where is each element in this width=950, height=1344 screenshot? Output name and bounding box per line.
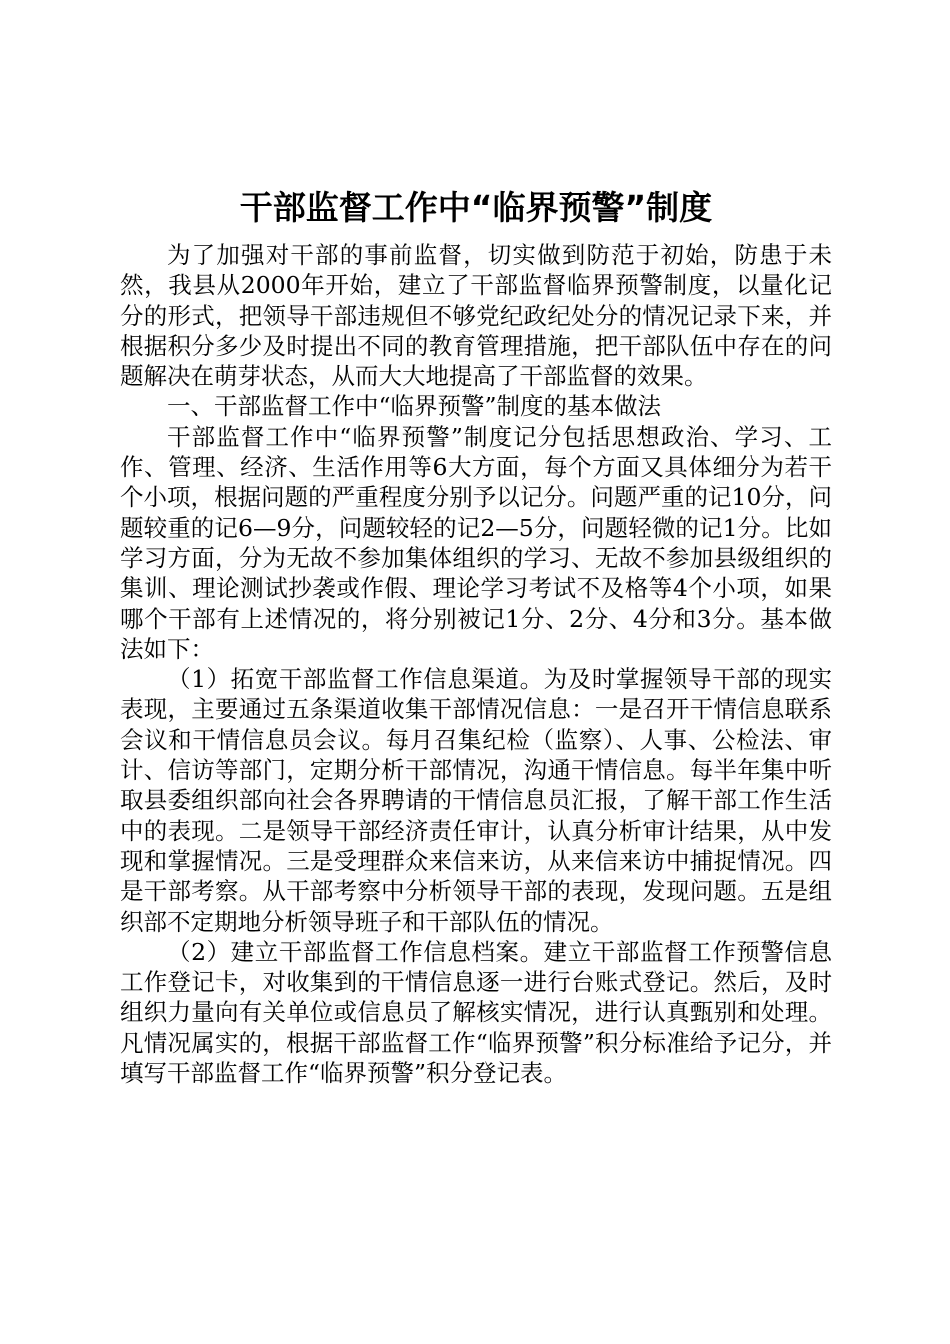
document-title: 干部监督工作中“临界预警”制度 bbox=[239, 188, 713, 227]
section-heading-1: 一、干部监督工作中“临界预警”制度的基本做法 bbox=[167, 392, 662, 421]
intro-paragraph: 为了加强对干部的事前监督，切实做到防范于初始，防患于未然，我县从2000年开始，建立了干部监督临界预警制度，以量化记分的形式，把领导干部违规但不够党纪政纪处分的情况记录下来，并根据积分多少及时提出不同的教育管理措施，把干部队伍中存在的问题解决在萌芽状态，从而大大地提高了干部监督的效果。 bbox=[120, 241, 832, 391]
document-page bbox=[120, 178, 832, 1088]
archive-paragraph: （2）建立干部监督工作信息档案。建立干部监督工作预警信息工作登记卡，对收集到的干情信息逐一进行台账式登记。然后，及时组织力量向有关单位或信息员了解核实情况，进行认真甄别和处理。凡情况属实的，根据干部监督工作“临界预警”积分标准给予记分，并填写干部监督工作“临界预警”积分登记表。 bbox=[120, 937, 832, 1088]
scoring-paragraph: 干部监督工作中“临界预警”制度记分包括思想政治、学习、工作、管理、经济、生活作用等6大方面，每个方面又具体细分为若干个小项，根据问题的严重程度分别予以记分。问题严重的记10分，问题较重的记6—9分，问题较轻的记2—5分，问题轻微的记1分。比如学习方面，分为无故不参加集体组织的学习、无故不参加县级组织的集训、理论测试抄袭或作假、理论学习考试不及格等4个小项，如果哪个干部有上述情况的，将分别被记1分、2分、4分和3分。基本做法如下： bbox=[120, 422, 832, 663]
channels-paragraph: （1）拓宽干部监督工作信息渠道。为及时掌握领导干部的现实表现，主要通过五条渠道收集干部情况信息：一是召开干情信息联系会议和干情信息员会议。每月召集纪检（监察）、人事、公检法、审计、信访等部门，定期分析干部情况，沟通干情信息。每半年集中听取县委组织部向社会各界聘请的干情信息员汇报，了解干部工作生活中的表现。二是领导干部经济责任审计，认真分析审计结果，从中发现和掌握情况。三是受理群众来信来访，从来信来访中捕捉情况。四是干部考察。从干部考察中分析领导干部的表现，发现问题。五是组织部不定期地分析领导班子和干部队伍的情况。 bbox=[120, 665, 832, 936]
